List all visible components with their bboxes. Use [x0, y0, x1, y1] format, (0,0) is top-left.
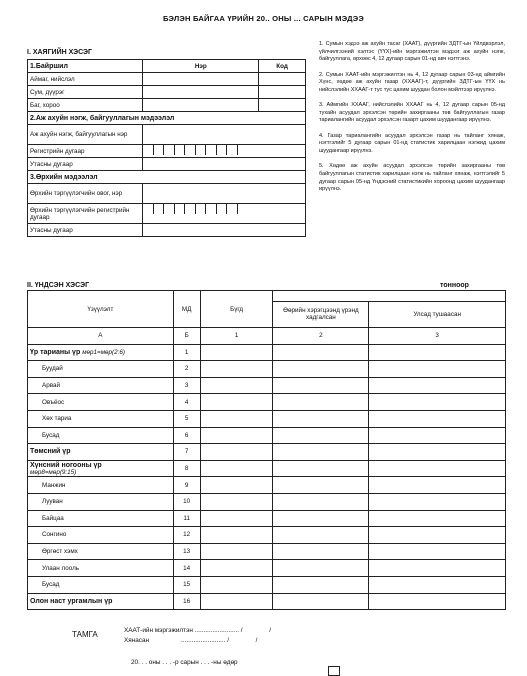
- total-cell[interactable]: [200, 576, 273, 593]
- col-code-header: Код: [259, 60, 306, 73]
- org-phone-cell[interactable]: [143, 158, 306, 171]
- row-label-text: Лууван: [42, 498, 63, 506]
- row-label-text: Сонгино: [42, 531, 67, 539]
- bag-name-cell[interactable]: [143, 99, 259, 112]
- row-label-text: Бусад: [42, 431, 60, 439]
- household-phone-cell[interactable]: [143, 224, 306, 237]
- col-num-3: 3: [369, 328, 506, 345]
- household-head-cell[interactable]: [143, 184, 306, 204]
- sale-cell[interactable]: [369, 527, 506, 544]
- own-use-cell[interactable]: [273, 477, 369, 494]
- aimag-code-cell[interactable]: [259, 73, 306, 86]
- letter-a: А: [28, 328, 174, 345]
- note-1: 1. Сумын хэдээ аж ахуйн тасаг (ХААТ), дүүргийн ЗДТГ-ын Үйлдвэрлэл, үйлчилгээний хэлтэс (ҮҮХ)-ийн мэргэжилтэн мэдээг аж ахуйн нэгж, байгууллага, өрхөөс 4, 12 дугаар сарын 01-нд авч нэгтгэнэ.: [319, 41, 505, 63]
- row-md: 5: [173, 410, 200, 427]
- row-md: 15: [173, 576, 200, 593]
- main-table: [27, 290, 506, 610]
- unit-label: тонноор: [440, 282, 469, 289]
- row-label-text: Үр тарианы үр: [30, 348, 81, 356]
- indicator-header: Үзүүлэлт: [28, 291, 174, 328]
- row-label-text: Хүнсний ногооны үр: [30, 461, 102, 469]
- table-row: [28, 344, 506, 361]
- table-row: [28, 510, 506, 527]
- sale-cell[interactable]: [369, 477, 506, 494]
- instruction-notes: [319, 41, 505, 201]
- table-row: [28, 427, 506, 444]
- row-md: 3: [173, 377, 200, 394]
- note-3: 3. Аймгийн ХХААГ, нийслэлийн ХХААГ нь 4, 12 дугаар сарын 05-нд тухайн асуудал эрхэлсэн төрийн захиргааны төв байгууллагын газар тариалангийн асуудал эрхэлсэн газарт цахим шуудангаар ирүүлнэ.: [319, 102, 505, 124]
- row-label: [28, 410, 174, 427]
- row-label-text: Хөх тариа: [42, 415, 72, 423]
- header-spacer: [273, 291, 506, 302]
- row-label: [28, 593, 174, 610]
- own-use-cell[interactable]: [273, 394, 369, 411]
- row-label: [28, 510, 174, 527]
- letter-b: Б: [173, 328, 200, 345]
- row-label: [28, 493, 174, 510]
- total-cell[interactable]: [200, 377, 273, 394]
- row-md: 12: [173, 527, 200, 544]
- row-label: [28, 543, 174, 560]
- sum-label: Сум, дүүрэг: [28, 86, 143, 99]
- own-use-cell[interactable]: [273, 427, 369, 444]
- row-label-text: Арвай: [42, 382, 60, 390]
- row-label-text: Бусад: [42, 581, 60, 589]
- own-use-cell[interactable]: [273, 527, 369, 544]
- row-md: 16: [173, 593, 200, 610]
- own-use-cell[interactable]: [273, 410, 369, 427]
- household-heading: 3.Өрхийн мэдээлэл: [28, 171, 306, 184]
- table-row: [28, 460, 506, 477]
- total-cell[interactable]: [200, 394, 273, 411]
- sale-cell[interactable]: [369, 510, 506, 527]
- row-label: [28, 377, 174, 394]
- household-phone-label: Утасны дугаар: [28, 224, 143, 237]
- col-num-1: 1: [200, 328, 273, 345]
- table-row: [28, 477, 506, 494]
- total-cell[interactable]: [200, 477, 273, 494]
- org-reg-boxes[interactable]: [143, 145, 306, 158]
- location-heading: 1.Байршил: [28, 60, 143, 73]
- stamp-label: ТАМГА: [72, 630, 98, 639]
- form-title: БЭЛЭН БАЙГАА ҮРИЙН 20.. ОНЫ ... САРЫН МЭДЭЭ: [163, 14, 364, 23]
- total-cell[interactable]: [200, 510, 273, 527]
- org-phone-label: Утасны дугаар: [28, 158, 143, 171]
- own-use-cell[interactable]: [273, 361, 369, 378]
- bag-code-cell[interactable]: [259, 99, 306, 112]
- col-num-2: 2: [273, 328, 369, 345]
- own-use-cell[interactable]: [273, 560, 369, 577]
- row-label: [28, 477, 174, 494]
- sale-cell[interactable]: [369, 377, 506, 394]
- reviewer-signature-line[interactable]: Хянасан ......................... / /: [124, 637, 258, 644]
- note-4: 4. Газар тариалангийн асуудал эрхэлсэн газар нь тайланг хянаж, нэгтгэлийг 5 дугаар сарын 01-нд статистик харилцаан нэгжид цахим шуудангаар ирүүлнэ.: [319, 132, 505, 154]
- row-md: 4: [173, 394, 200, 411]
- row-label: [28, 527, 174, 544]
- row-md: 2: [173, 361, 200, 378]
- org-name-label: Аж ахуйн нэгж, байгууллагын нэр: [28, 125, 143, 145]
- row-md: 1: [173, 344, 200, 361]
- row-label-text: Олон наст ургамлын үр: [30, 597, 113, 605]
- md-header: МД: [173, 291, 200, 328]
- row-md: 9: [173, 477, 200, 494]
- total-cell[interactable]: [200, 527, 273, 544]
- table-row: [28, 394, 506, 411]
- row-label: [28, 344, 174, 361]
- row-md: 10: [173, 493, 200, 510]
- row-label: [28, 576, 174, 593]
- total-cell[interactable]: [200, 543, 273, 560]
- col-name-header: Нэр: [143, 60, 259, 73]
- aimag-name-cell[interactable]: [143, 73, 259, 86]
- table-row: [28, 560, 506, 577]
- row-label-text: Буудай: [42, 365, 63, 373]
- household-reg-boxes[interactable]: [143, 204, 306, 224]
- row-label: [28, 361, 174, 378]
- table-row: [28, 410, 506, 427]
- sale-cell[interactable]: [369, 344, 506, 361]
- row-md: 14: [173, 560, 200, 577]
- note-5: 5. Хөдөө аж ахуйн асуудал эрхэлсэн төрийн захиргааны төв байгууллагын статистик харилцаан нэгж нь тайланг хянаж, нэгтгэлийг 5 дугаар сарын 05-нд Үндэсний статистикийн хороонд цахим шуудангаар ирүүлнэ.: [319, 163, 505, 193]
- sale-cell[interactable]: [369, 543, 506, 560]
- table-row: [28, 576, 506, 593]
- org-heading: 2.Аж ахуйн нэгж, байгууллагын мэдээлэл: [28, 112, 306, 125]
- sum-code-cell[interactable]: [259, 86, 306, 99]
- section1-title: I. ХАЯГИЙН ХЭСЭГ: [27, 49, 93, 56]
- own-use-cell[interactable]: [273, 510, 369, 527]
- total-cell[interactable]: [200, 444, 273, 461]
- sale-header: Улсад тушаасан: [369, 301, 506, 327]
- sale-cell[interactable]: [369, 493, 506, 510]
- address-table: [27, 59, 306, 237]
- row-label: [28, 444, 174, 461]
- own-use-cell[interactable]: [273, 444, 369, 461]
- row-md: 7: [173, 444, 200, 461]
- note-2: 2. Сумын ХААТ-ийн мэргэжилтэн нь 4, 12 дугаар сарын 03-нд аймгийн Хүнс, хөдөө аж ахуйн газар (ХХААГ)-т, дүүргийн ЗДТГ-ын ҮҮХ нь нийслэлийн ХХААГ-т тус тус цахим шуудан болон мэйлтээр ирүүлнэ.: [319, 71, 505, 93]
- aimag-label: Аймаг, нийслэл: [28, 73, 143, 86]
- own-use-cell[interactable]: [273, 543, 369, 560]
- own-use-cell[interactable]: [273, 593, 369, 610]
- own-use-cell[interactable]: [273, 493, 369, 510]
- row-label-text: Байцаа: [42, 514, 64, 522]
- specialist-signature-line[interactable]: ХААТ-ийн мэргэжилтэн ......................... / /: [124, 627, 271, 634]
- household-head-label: Өрхийн тэргүүлэгчийн овог, нэр: [28, 184, 143, 204]
- own-use-header: Өөрийн хэрэгцээнд үрэнд хадгалсан: [273, 301, 369, 327]
- row-label-text: Овъёос: [42, 398, 65, 406]
- table-row: [28, 493, 506, 510]
- table-row: [28, 361, 506, 378]
- bag-label: Баг, хороо: [28, 99, 143, 112]
- row-label: [28, 460, 174, 477]
- row-formula-note: мөр8=мөр(9:15): [30, 468, 77, 476]
- row-label: [28, 394, 174, 411]
- table-row: [28, 527, 506, 544]
- org-name-cell[interactable]: [143, 125, 306, 145]
- sale-cell[interactable]: [369, 361, 506, 378]
- table-row: [28, 444, 506, 461]
- sale-cell[interactable]: [369, 560, 506, 577]
- total-cell[interactable]: [200, 493, 273, 510]
- row-formula-note: мөр1=мөр(2:6): [82, 348, 125, 356]
- own-use-cell[interactable]: [273, 460, 369, 477]
- row-label: [28, 427, 174, 444]
- page-corner-box: [328, 666, 340, 676]
- table-row: [28, 593, 506, 610]
- row-label-text: Улаан лооль: [42, 564, 80, 572]
- sale-cell[interactable]: [369, 444, 506, 461]
- row-md: 11: [173, 510, 200, 527]
- total-cell[interactable]: [200, 410, 273, 427]
- own-use-cell[interactable]: [273, 344, 369, 361]
- section2-title: II. ҮНДСЭН ХЭСЭГ: [27, 282, 90, 289]
- total-cell[interactable]: [200, 460, 273, 477]
- row-label-text: Өргөст хэмх: [42, 548, 78, 556]
- sale-cell[interactable]: [369, 576, 506, 593]
- sale-cell[interactable]: [369, 394, 506, 411]
- total-cell[interactable]: [200, 344, 273, 361]
- total-cell[interactable]: [200, 361, 273, 378]
- own-use-cell[interactable]: [273, 377, 369, 394]
- date-line[interactable]: 20. . . оны . . . -р сарын . . . -ны өдөр: [131, 659, 238, 666]
- row-md: 8: [173, 460, 200, 477]
- total-header: Бүгд: [200, 291, 273, 328]
- own-use-cell[interactable]: [273, 576, 369, 593]
- total-cell[interactable]: [200, 593, 273, 610]
- sale-cell[interactable]: [369, 593, 506, 610]
- table-row: [28, 377, 506, 394]
- sale-cell[interactable]: [369, 410, 506, 427]
- sale-cell[interactable]: [369, 427, 506, 444]
- org-reg-label: Регистрийн дугаар: [28, 145, 143, 158]
- household-reg-label: Өрхийн тэргүүлэгчийн регистрийн дугаар: [28, 204, 143, 224]
- row-label-text: Манжин: [42, 481, 66, 489]
- sale-cell[interactable]: [369, 460, 506, 477]
- sum-name-cell[interactable]: [143, 86, 259, 99]
- row-label-text: Төмсний үр: [30, 448, 71, 456]
- table-row: [28, 543, 506, 560]
- total-cell[interactable]: [200, 560, 273, 577]
- row-label: [28, 560, 174, 577]
- total-cell[interactable]: [200, 427, 273, 444]
- row-md: 13: [173, 543, 200, 560]
- row-md: 6: [173, 427, 200, 444]
